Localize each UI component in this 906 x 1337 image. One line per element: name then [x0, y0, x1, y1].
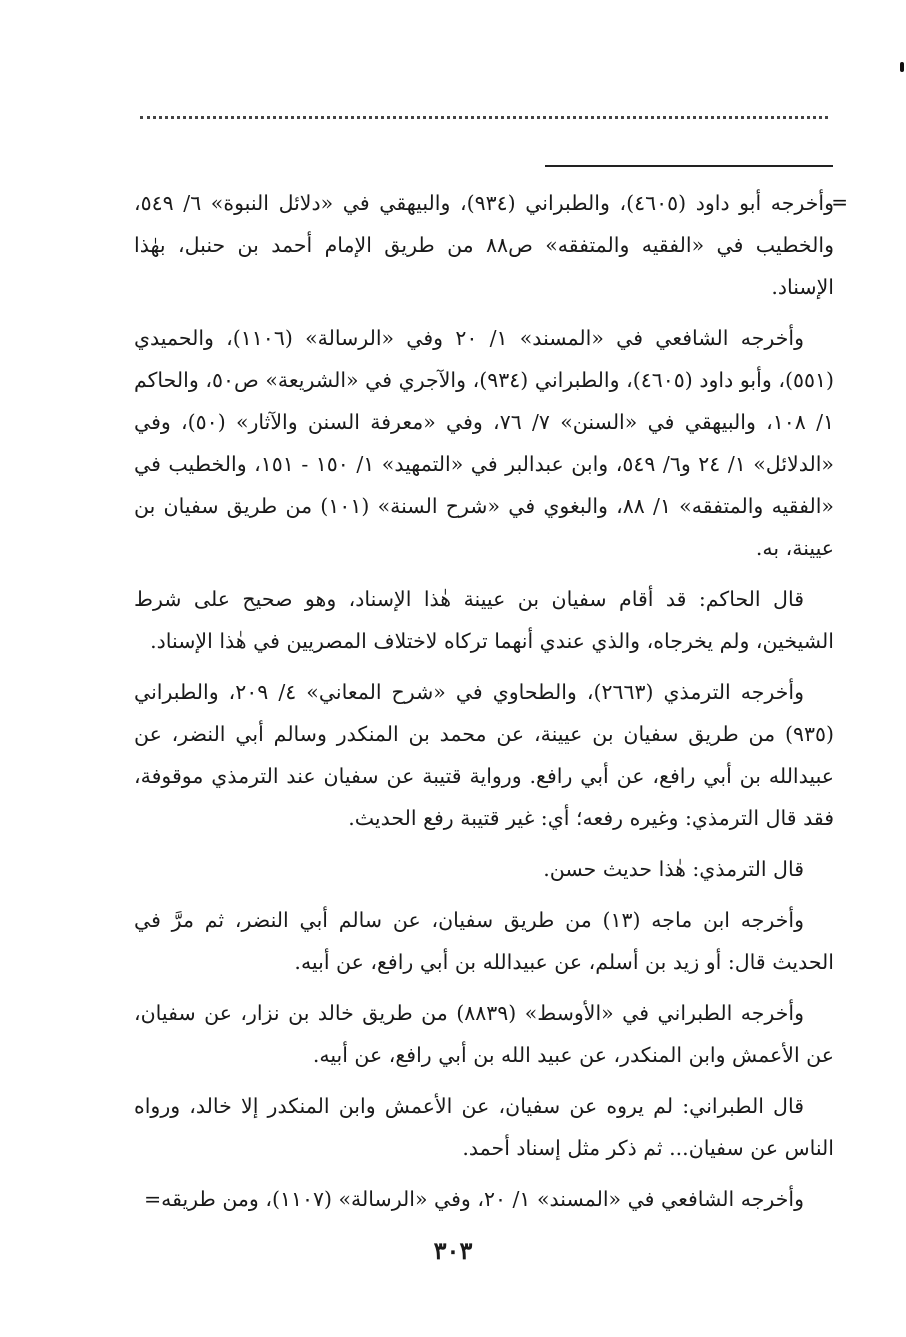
paragraph: وأخرجه الترمذي (٢٦٦٣)، والطحاوي في «شرح المعاني» ٤/ ٢٠٩، والطبراني (٩٣٥) من طريق سفيان بن عيينة، عن محمد بن المنكدر وسالم أبي النضر، عن عبيدالله بن أبي رافع، عن أبي رافع. ورواية قتيبة عن سفيان عند الترمذي موقوفة، فقد قال الترمذي: وغيره رفعه؛ أي: غير قتيبة رفع الحديث.	[134, 680, 834, 830]
paragraph: وأخرجه الشافعي في «المسند» ١/ ٢٠، وفي «الرسالة» (١١٠٧)، ومن طريقه=	[143, 1187, 804, 1211]
page-edge-mark	[900, 62, 904, 72]
paragraph: وأخرجه الطبراني في «الأوسط» (٨٨٣٩) من طريق خالد بن نزار، عن سفيان، عن الأعمش وابن المنكدر، عن عبيد الله بن أبي رافع، عن أبيه.	[134, 1001, 834, 1067]
paragraph: وأخرجه أبو داود (٤٦٠٥)، والطبراني (٩٣٤)، والبيهقي في «دلائل النبوة» ٦/ ٥٤٩، والخطيب في «الفقيه والمتفقه» ص٨٨ من طريق الإمام أحمد بن حنبل، بهٰذا الإسناد.	[134, 191, 834, 299]
paragraph: قال الحاكم: قد أقام سفيان بن عيينة هٰذا الإسناد، وهو صحيح على شرط الشيخين، ولم يخرجاه، والذي عندي أنهما تركاه لاختلاف المصريين في هٰذا الإسناد.	[134, 587, 834, 653]
footnote-separator	[545, 165, 833, 167]
page-number: ٣٠٣	[433, 1236, 473, 1265]
continuation-marker: =	[831, 190, 848, 214]
dotted-separator	[140, 116, 828, 119]
paragraph: قال الطبراني: لم يروه عن سفيان، عن الأعمش وابن المنكدر إلا خالد، ورواه الناس عن سفيان... ثم ذكر مثل إسناد أحمد.	[134, 1094, 834, 1160]
footnote-text	[134, 182, 834, 1229]
paragraph: وأخرجه الشافعي في «المسند» ١/ ٢٠ وفي «الرسالة» (١١٠٦)، والحميدي (٥٥١)، وأبو داود (٤٦٠٥)، والطبراني (٩٣٤)، والآجري في «الشريعة» ص٥٠، والحاكم ١/ ١٠٨، والبيهقي في «السنن» ٧/ ٧٦، وفي «معرفة السنن والآثار» (٥٠)، وفي «الدلائل» ١/ ٢٤ و٦/ ٥٤٩، وابن عبدالبر في «التمهيد» ١/ ١٥٠ - ١٥١، والخطيب في «الفقيه والمتفقه» ١/ ٨٨، والبغوي في «شرح السنة» (١٠١) من طريق سفيان بن عيينة، به.	[134, 326, 834, 560]
paragraph: وأخرجه ابن ماجه (١٣) من طريق سفيان، عن سالم أبي النضر، ثم مرَّ في الحديث قال: أو زيد بن أسلم، عن عبيدالله بن أبي رافع، عن أبيه.	[134, 908, 834, 974]
paragraph: قال الترمذي: هٰذا حديث حسن.	[543, 857, 804, 881]
